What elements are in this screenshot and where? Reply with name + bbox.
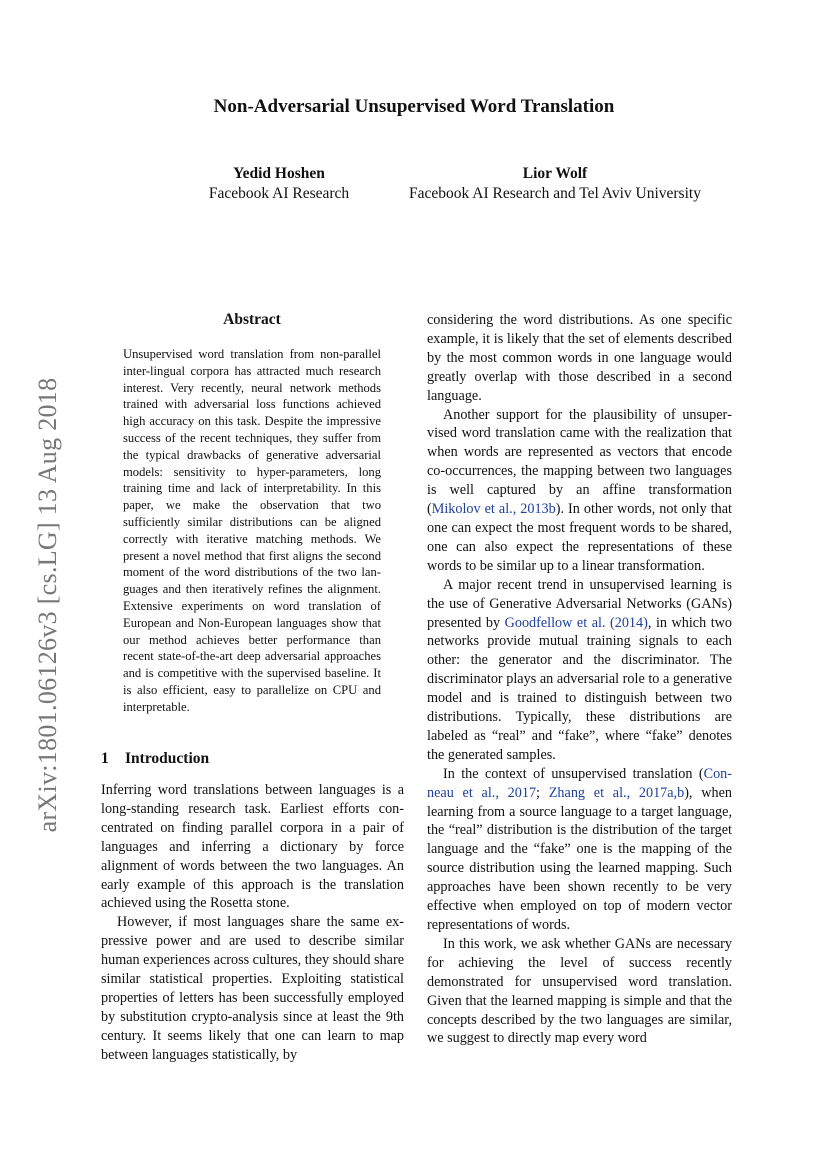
paragraph-text: ), when learning from a source language to a target language, the “real” distribution is the distribution of the target language and the “fake” one is the mapping of the source distribution using the learned mapping. Such approaches have been shown recently to be very effective when employed on top of modern vector representations of words. <box>427 784 732 933</box>
paragraph-text: ; <box>536 784 549 801</box>
abstract-text: Unsupervised word translation from non-parallel inter-lingual corpora has attracted much research interest. Very recently, neural network methods trained with adversarial loss functions achieved high accuracy on this task. Despite the impressive success of the recent techniques, they suffer from the typical drawbacks of generative adversarial models: sensitivity to hyper-parameters, long training time and lack of interpretability. In this paper, we make the observation that two sufficiently similar distributions can be aligned correctly with iterative matching methods. We present a novel method that first aligns the second moment of the word distributions of the two languages and then iteratively refines the alignment. Extensive experiments on word translation of European and Non-European languages show that our method achieves better performance than recent state-of-the-art deep adversarial approaches and is competitive with the supervised baseline. It is also efficient, easy to parallelize on CPU and interpretable. <box>123 347 381 714</box>
arxiv-identifier: arXiv:1801.06126v3 [cs.LG] 13 Aug 2018 <box>33 377 62 833</box>
paragraph-text: A major recent trend in unsupervised learning is the use of Generative Adversarial Networks (GANs) presented by <box>427 576 732 631</box>
author-affiliation: Facebook AI Research <box>208 185 350 202</box>
paragraph: However, if most languages share the same expressive power and are used to describe similar human experiences across cultures, they should share similar statistical properties. Exploiting statistical properties of letters has been successfully employed by substitution crypto-analysis since at least the 9th century. It seems likely that one can learn to map between languages statistically, by <box>101 914 404 1063</box>
section-number: 1 <box>101 750 109 767</box>
author-name: Yedid Hoshen <box>233 165 325 182</box>
paragraph: Inferring word translations between languages is a long-standing research task. Earliest efforts concentrated on finding parallel corpora in a pair of languages and inferring a dictionary by force alignment of words between the two languages. An early example of this approach is the translation achieved using the Rosetta stone. <box>101 782 404 912</box>
citation-link[interactable]: Zhang et al., 2017a,b <box>548 784 685 801</box>
section-heading <box>101 749 209 769</box>
author-block <box>390 164 720 204</box>
right-column <box>427 311 732 1048</box>
abstract-heading: Abstract <box>223 311 281 328</box>
left-column <box>101 781 404 1065</box>
paragraph <box>427 406 732 576</box>
paragraph-text: Another support for the plausibility of unsupervised word translation came with the realization that when words are represented as vectors that encode co-occurrences, the mapping between two languages is well captured by an affine transformation ( <box>427 406 732 518</box>
paragraph <box>427 765 732 935</box>
paper-title: Non-Adversarial Unsupervised Word Translation <box>213 96 615 117</box>
citation-link[interactable]: Goodfellow et al. (2014) <box>504 614 648 631</box>
paragraph <box>427 576 732 765</box>
author-affiliation: Facebook AI Research and Tel Aviv University <box>409 185 701 202</box>
paragraph-text: , in which two networks provide mutual training signals to each other: the generator and the discriminator. The discriminator plays an adversarial role to a generative model and is trained to distinguish between two distributions. Typically, these distributions are labeled as “real” and “fake”, where “fake” denotes the generated samples. <box>427 614 732 763</box>
paragraph-text: In the context of unsupervised translation ( <box>443 765 704 782</box>
citation-link[interactable]: Conneau et al., 2017 <box>427 765 732 801</box>
paragraph: In this work, we ask whether GANs are necessary for achieving the level of success recently demonstrated for unsupervised word translation. Given that the learned mapping is simple and that the concepts described by the two languages are similar, we suggest to directly map every word <box>427 935 732 1047</box>
paragraph: considering the word distributions. As one specific example, it is likely that the set of elements described by the most common words in one language would greatly overlap with those described in a second language. <box>427 312 732 404</box>
citation-link[interactable]: Mikolov et al., 2013b <box>431 501 556 518</box>
author-name: Lior Wolf <box>522 165 588 182</box>
paragraph-text: ). In other words, not only that one can expect the most frequent words to be shared, one can also expect the representations of these words to be similar up to a linear transformation. <box>427 501 732 574</box>
section-title: Introduction <box>125 750 210 767</box>
author-block <box>190 164 368 204</box>
